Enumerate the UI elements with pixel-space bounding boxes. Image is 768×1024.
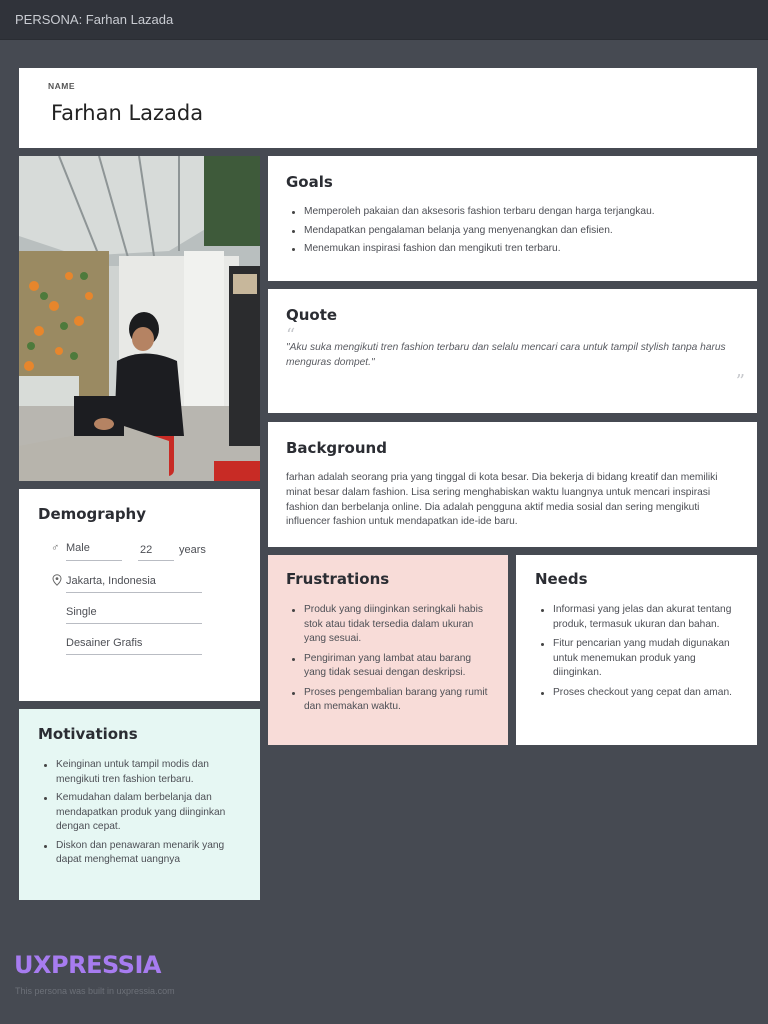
frustrations-title: Frustrations	[286, 570, 390, 588]
occupation-underline	[66, 654, 202, 655]
frustrations-list	[286, 603, 490, 715]
frustrations-card	[268, 555, 508, 745]
background-card	[268, 422, 757, 547]
occupation-field[interactable]: Desainer Grafis	[66, 637, 143, 649]
needs-card	[516, 555, 757, 745]
quote-open-icon: “	[286, 325, 296, 346]
list-item[interactable]: Kemudahan dalam berbelanja dan mendapatkan produk yang diinginkan dengan cepat.	[38, 791, 241, 835]
needs-title: Needs	[535, 570, 588, 588]
list-item[interactable]: Menemukan inspirasi fashion dan mengikuti tren terbaru.	[286, 242, 739, 257]
quote-close-icon: ”	[735, 371, 745, 392]
built-with-text[interactable]: This persona was built in uxpressia.com	[15, 986, 175, 996]
list-item[interactable]: Mendapatkan pengalaman belanja yang menyenangkan dan efisien.	[286, 224, 739, 239]
list-item[interactable]: Proses pengembalian barang yang rumit dan memakan waktu.	[286, 686, 490, 715]
quote-title: Quote	[286, 306, 338, 324]
top-bar	[0, 0, 768, 40]
persona-photo-image	[19, 156, 260, 481]
list-item[interactable]: Diskon dan penawaran menarik yang dapat menghemat uangnya	[38, 839, 241, 868]
list-item[interactable]: Proses checkout yang cepat dan aman.	[535, 686, 738, 701]
background-title: Background	[286, 439, 387, 457]
uxpressia-logo[interactable]: UXPRESSIA	[14, 951, 161, 979]
demography-card	[19, 489, 260, 701]
status-underline	[66, 623, 202, 624]
gender-underline	[66, 560, 122, 561]
goals-card	[268, 156, 757, 281]
motivations-card	[19, 709, 260, 900]
quote-text[interactable]: "Aku suka mengikuti tren fashion terbaru dan selalu mencari cara untuk tampil stylish tanpa harus menguras dompet."	[286, 342, 726, 368]
goals-list	[286, 205, 739, 257]
list-item[interactable]: Produk yang diinginkan seringkali habis stok atau tidak tersedia dalam ukuran yang sesuai.	[286, 603, 490, 647]
gender-field[interactable]: Male	[66, 542, 90, 554]
age-field[interactable]: 22	[140, 544, 153, 556]
persona-photo[interactable]	[19, 156, 260, 481]
motivations-list	[38, 758, 241, 868]
list-item[interactable]: Fitur pencarian yang mudah digunakan untuk menemukan produk yang diinginkan.	[535, 637, 738, 681]
demography-title: Demography	[38, 505, 147, 523]
window-title: PERSONA: Farhan Lazada	[15, 12, 174, 27]
quote-card	[268, 289, 757, 413]
needs-list	[535, 603, 738, 700]
list-item[interactable]: Keinginan untuk tampil modis dan mengikuti tren fashion terbaru.	[38, 758, 241, 787]
male-icon: ♂	[51, 542, 60, 554]
location-field[interactable]: Jakarta, Indonesia	[66, 575, 156, 587]
background-text[interactable]: farhan adalah seorang pria yang tinggal di kota besar. Dia bekerja di bidang kreatif dan memiliki minat besar dalam fashion. Lisa sering menghabiskan waktu luangnya untuk mencari inspirasi fashion dan berbelanja online. Dia adalah pengguna aktif media sosial dan sering mengikuti influencer fashion untuk mendapatkan ide-ide baru.	[286, 472, 718, 528]
location-underline	[66, 592, 202, 593]
name-label: NAME	[48, 81, 76, 91]
list-item[interactable]: Informasi yang jelas dan akurat tentang produk, termasuk ukuran dan bahan.	[535, 603, 738, 632]
goals-title: Goals	[286, 173, 333, 191]
status-field[interactable]: Single	[66, 606, 97, 618]
age-unit: years	[179, 544, 206, 556]
list-item[interactable]: Pengiriman yang lambat atau barang yang tidak sesuai dengan deskripsi.	[286, 652, 490, 681]
list-item[interactable]: Memperoleh pakaian dan aksesoris fashion terbaru dengan harga terjangkau.	[286, 205, 739, 220]
persona-name[interactable]: Farhan Lazada	[51, 101, 204, 125]
name-card	[19, 68, 757, 148]
motivations-title: Motivations	[38, 725, 138, 743]
age-underline	[138, 560, 174, 561]
location-pin-icon	[52, 574, 62, 589]
